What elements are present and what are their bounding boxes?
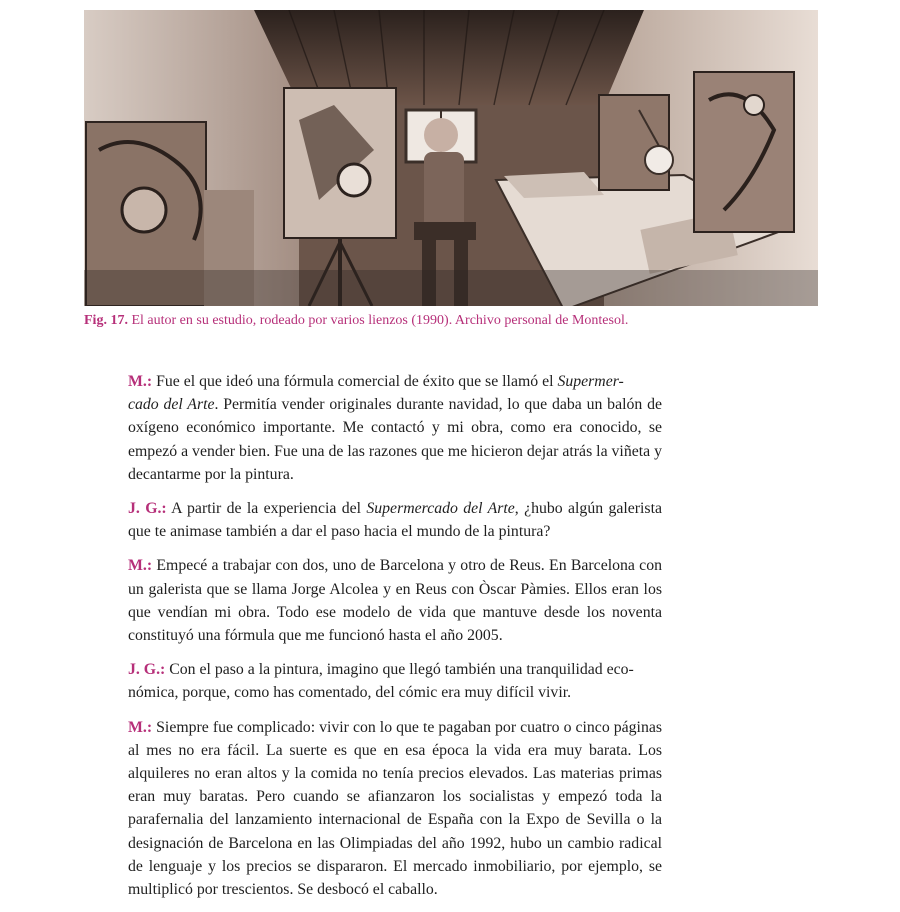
interview-paragraph (128, 497, 662, 543)
speaker-label: M.: (128, 373, 153, 390)
answer-text: Siempre fue complicado: vivir con lo que te pagaban por cuatro o cinco páginas al mes no era fácil. La suerte es que en esa época la vida era muy barata. Los alquileres no eran altos y la comida no tenía precios elevados. Las materias primas eran muy baratas. Pero cuando se afianzaron los socialistas y empezó toda la parafernalia del lanzamiento internacional de España con la Expo de Sevilla o la designación de Barcelona en las Olimpiadas del año 1992, hubo un cambio radical de lenguaje y los precios se dispararon. El mercado inmobiliario, por ejemplo, se multiplicó por trescientos. Se desbocó el caballo. (128, 718, 662, 899)
interview-paragraph (128, 716, 662, 902)
answer-text: . Permitía vender originales durante navidad, lo que daba un balón de oxígeno económico importante. Me contactó y mi obra, como era conocido, se empezó a vender bien. Fue una de las razones que me hicieron dejar atrás la viñeta y decantarme por la pintura. (128, 396, 662, 483)
studio-photo (84, 10, 818, 306)
speaker-label: J. G.: (128, 500, 167, 518)
answer-text: Fue el que ideó una fórmula comercial de éxito que se llamó el (152, 373, 558, 390)
speaker-label: M.: (128, 718, 153, 736)
answer-text: nómica, porque, como has comentado, del cómic era muy difícil vivir. (128, 684, 572, 702)
figure-caption (84, 312, 844, 330)
figure-caption-text: El autor en su estudio, rodeado por varios lienzos (1990). Archivo personal de Montesol. (127, 313, 629, 328)
italic-title: Supermercado del Arte (366, 500, 515, 518)
interview-paragraph (128, 370, 662, 486)
answer-text: , ¿hubo algún galerista que te animase también a dar el paso hacia el mundo de la pintura? (128, 500, 662, 541)
interview-text (128, 370, 662, 912)
interview-paragraph (128, 554, 662, 647)
speaker-label: M.: (128, 557, 153, 575)
speaker-label: J. G.: (128, 661, 166, 679)
answer-text: Empecé a trabajar con dos, uno de Barcelona y otro de Reus. En Barcelona con un galerista que se llama Jorge Alcolea y en Reus con Òscar Pàmies. Ellos eran los que vendían mi obra. Todo ese modelo de vida que mantuve desde los noventa constituyó una fórmula que me funcionó hasta el año 2005. (128, 557, 662, 645)
answer-text: A partir de la experiencia del (166, 500, 367, 518)
answer-text: Con el paso a la pintura, imagino que llegó también una tranquilidad eco- (165, 661, 634, 679)
interview-paragraph (128, 658, 662, 704)
figure-label: Fig. 17. (84, 313, 128, 328)
italic-title: cado del Arte (128, 396, 215, 414)
italic-title: Supermer- (557, 373, 624, 390)
